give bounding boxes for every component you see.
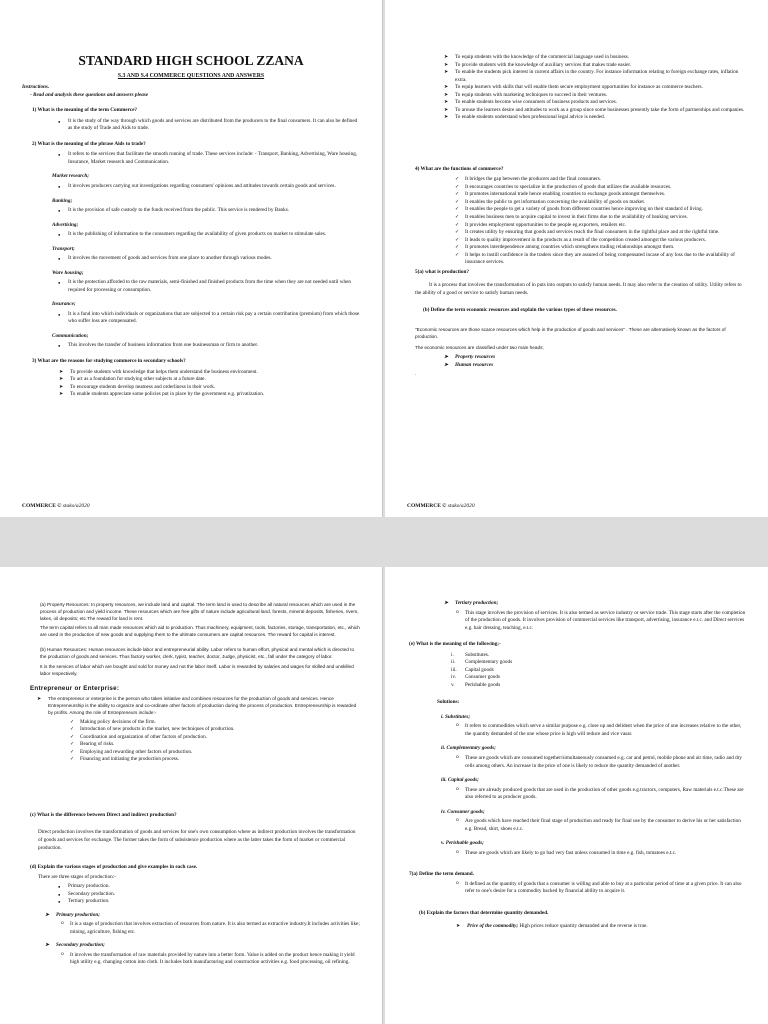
aid-text: ● It is the publishing of information to the consumers regarding the availability of given products on market to stimulate sales. [68,231,360,239]
aid-heading: Ware housing; [52,269,84,276]
functions-list [407,176,746,266]
page-footer: COMMERCE © stako/a2020 [22,503,90,509]
property-resources: (a) Property Resources: In property resources, we include land and capital. The term land is used to describe all natural resources which are used in the process of production and yield income. These resources which are free gifts of nature include agricultural land, forests, mineral deposits, fisheries, rivers, lakes, oil deposits; etc.The reward for land is rent. [40,602,359,621]
list-item: ✓ It enables the people to get a variety of goods from different countries hence improving on their standard of living. [465,206,746,214]
answer-5a: It is a process that involves the transformation of in puts into outputs to satisfy human needs. It may also refer to the creation of utility. Utility refers to the ability of a good or service to satisfy human needs. [415,282,742,296]
entrepreneur-text: ➤ The entrepreneur or enterprise is the person who takes initiative and combines resources for the production of goods and services. Hence Entrepreneurship is the ability to organize and co-ordinate other factors of production during the process of production. Entrepreneurship is rewarded by profits. Among the role of Entrepreneurs include:- [48,696,360,716]
answer-5b: "Economic resources are those scarce resources which help in the production of goods and services" . These are alternatively known as the factors of production. [415,326,726,339]
list-item: ➤ To enable students become wise consumers of business products and services. [455,99,746,107]
primary-text: o It is a stage of production that involves extraction of resources from nature. It is also termed as extractive industry.It includes activities like; mining, agriculture, fishing etc. [70,921,360,936]
aid-heading: Communication; [52,332,89,339]
aid-heading: Banking; [52,197,73,204]
secondary-text: o It involves the transformation of raw materials provided by nature into a better form. Value is added on the product hence making it yield high utility e.g. changing cotton into cloth. It includes both manufacturing and construction activities e.g. food processing, oil refining. [70,952,360,967]
list-item: ➤ Property resources [455,354,746,362]
aid-text: ● It involves producers carrying out investigations regarding consumers' opinions and attitudes towards certain goods and services. [68,183,360,191]
page-subtitle: S.3 AND S.4 COMMERCE QUESTIONS AND ANSWERS [117,72,265,79]
document-page-2 [385,0,768,517]
aids-to-trade-list [22,173,360,350]
list-number: v. [451,681,455,688]
list-item [451,681,746,690]
solution-text: o Are goods which have reached their final stage of production and ready for final use by the consumer to derive his or her satisfaction e.g. Bread, shirt, shoes e.t.c. [465,818,746,833]
aid-heading: Advertising; [52,221,79,228]
list-text: Perishable goods [465,681,501,688]
tertiary-text: o This stage involves the provision of services. It is also termed as service industry or service trade. This stage starts after the completion of the production of goods. It involves provision of commercial services like transport, advertising, insurance e.t.c. and Direct services e.g. hair dressing, teaching, e.t.c. [465,610,746,633]
list-item [451,674,746,682]
aid-list [22,183,360,191]
page-footer: COMMERCE © stako/a2020 [407,503,475,509]
list-item: ➤ To enable students appreciate some policies put in place by the government e.g. privatization. [70,391,360,399]
solution-heading: i. Substitutes; [441,713,471,720]
reasons-continued-list [407,54,746,122]
aid-list [22,311,360,326]
question-c: (c) What is the difference between Direct and indirect production? [30,811,177,818]
aid-text: ● It is the provision of safe custody to the funds received from the public. This service is rendered by Banks. [68,207,360,215]
list-item: ✓ It leads to quality improvement in the products as a result of the competition created amongst the various producers. [465,237,746,245]
list-number: ii. [451,659,456,666]
list-item: ✓ Bearing of risks. [80,741,360,749]
list-item: ✓ Making policy decisions of the firm. [80,719,360,727]
list-item: ➤ To equip students with the knowledge of the commercial language used in business. [455,54,746,62]
list-item: ● Primary production. [68,883,360,891]
solution-heading: iv. Consumer goods; [441,808,485,815]
document-page-4 [385,567,768,1024]
answer-c: Direct production involves the transformation of goods and services for one's own consumption where as indirect production involves the transformation of goods and services for exchange. The former takes the form of subsistence production where as the latter takes the form of market or commercial production. [38,829,356,851]
list-item: ✓ It enables business men to acquire capital to invest in their firms due to the availability of banking services. [465,214,746,222]
question-7a: 7(a) Define the term demand. [409,871,474,878]
solution-text: o These are already produced goods that are used in the production of other goods e.g.tractors, computers, Raw materials e.t.c.These are also referred to as producer goods. [465,787,746,802]
list-item: ➤ To encourage students develop neatness and orderliness in their work. [70,384,360,392]
list-item: ➤ To act as a foundation for studying other subjects at a future date. [70,376,360,384]
list-text: Substitutes. [465,651,490,658]
primary-heading: ➤ Primary production; [56,912,360,920]
aid-heading: Insurance; [52,301,76,308]
question-d: (d) Explain the various stages of production and give examples in each case. [30,864,198,871]
secondary-heading: ➤ Secondary production; [56,942,360,950]
question-4: 4) What are the functions of commerce? [415,165,504,172]
aid-text: ● It is a fund into which individuals or organizations that are subjected to a certain risk pay a certain contribution (premium) from which those who suffer loss are compensated. [68,311,360,326]
list-number: iv. [451,674,456,681]
page-title: STANDARD HIGH SCHOOL ZZANA [78,53,304,68]
question-5a: 5(a) what is production? [415,268,469,275]
list-item: ✓ Coordination and organization of other factors of production. [80,734,360,742]
aid-list [22,342,360,350]
aid-text: ● It is the protection afforded to the raw materials, semi-finished and finished products from the time when they are not needed until when required for processing or consumption. [68,279,360,294]
question-1: 1) What is the meaning of the term Commerce? [32,107,137,114]
list-item: ● Secondary production. [68,891,360,899]
list-item: ➤ To equip learners with skills that will enable them secure employment opportunities for instance as commerce teachers. [455,84,746,92]
list-item: ➤ To enable students understand when professional legal advice is needed. [455,114,746,122]
question-e: (e) What is the meaning of the following;- [409,641,501,648]
solution-heading: v. Perishable goods; [441,840,484,847]
instructions-text: - Read and analysis these questions and answers please [30,91,149,98]
entrepreneur-roles-list [22,719,360,764]
aid-text: ● It involves the movement of goods and services from one place to another through various modes. [68,255,360,263]
stages-list [22,883,360,906]
solutions-list [407,714,746,857]
list-text: Complementary goods [465,659,513,666]
solution-list [407,723,746,738]
aid-list [22,207,360,215]
entrepreneur-heading: Entrepreneur or Enterprise: [30,685,120,693]
list-item: ➤ To provide students with knowledge that helps them understand the business environment. [70,369,360,377]
list-item: ✓ It enables the public to get information concerning the availability of goods on market. [465,199,746,207]
aid-heading: Transport; [52,245,75,252]
factor-price: ➤ Price of the commodity; High prices reduce quantity demanded and the reverse is true. [467,923,746,931]
list-item: ➤ To provide students with the knowledge of auxiliary services that makes trade easier. [455,62,746,70]
document-page-1 [0,0,383,517]
list-text: Capital goods [465,666,494,673]
list-item: ✓ It provides employment opportunities to the people eg.exporters, retailers etc. [465,222,746,230]
terms-list [407,652,746,690]
list-item: ➤ To equip students with marketing techniques to succeed in their ventures. [455,92,746,100]
solution-text: o These are goods which are likely to go bad very fast unless consumed in time e.g. fish, tomatoes e.t.c. [465,850,746,858]
human-resources: (b) Human Resources: Human resources include labor and entrepreneurial ability. Labor refers to human effort, physical and mental which is directed to the production of goods and services. Thus factory worker, clerk, typist, teacher, doctor, Judge, physicist, etc., fall under the category of labor. [40,647,355,659]
list-item: ✓ It bridges the gap between the producers and the final consumers. [465,176,746,184]
solution-heading: iii. Capital goods; [441,777,479,784]
aid-list [22,279,360,294]
instructions-label: Instructions. [22,84,50,91]
answer-1: ● It is the study of the way through which goods and services are distributed from the producers to the final consumers. It can also be defined as the study of Trade and Aids to trade. [68,118,360,133]
list-number: i. [451,651,454,658]
list-item: ➤ To arouse the learners desire and attitudes to work as a group since some businesses presently take the form of partnerships and companies. [455,107,746,115]
solution-list [407,787,746,802]
answer-2: ● It refers to the services that facilitate the smooth running of trade. These services include: - Transport, Banking, Advertising, Ware housing, Insurance, Market research and Communication. [68,151,360,166]
aid-text: ● This involves the transfer of business information from one businessman or firm to another. [68,342,360,350]
question-3: 3) What are the reasons for studying commerce in secondary schools? [32,357,186,364]
solution-heading: ii. Complementary goods; [441,745,496,752]
list-item: ✓ It promotes international trade hence enabling countries to exchange goods amongst themselves. [465,191,746,199]
question-7b: (b) Explain the factors that determine quantity demanded. [419,909,549,916]
list-item: ✓ It encourages countries to specialize in the production of goods that utilizes the available resources. [465,184,746,192]
list-item: ➤ Human resources [455,362,746,370]
list-item [451,666,746,675]
solution-text: o It refers to commodities which serve a similar purpose e.g. close up and delident when the price of one increases relative to the other, the quantity demanded of the one whose price is high will reduce and vice vasar. [465,723,746,738]
list-text: Consumer goods [465,674,501,681]
classified-text: The economic resources are classified under two main heads; [415,345,544,351]
solution-list [407,850,746,858]
question-3-list [22,369,360,399]
aid-heading: Market research; [52,173,90,180]
aid-list [22,231,360,239]
stray-dot: . [415,371,417,377]
question-5b: (b) Define the term economic resources and explain the various types of these resources. [423,307,617,314]
question-2: 2) What is the meaning of the phrase Aids to trade? [32,140,146,147]
document-page-3 [0,567,383,1024]
solution-list [407,755,746,770]
list-item: ✓ It promotes interdependence among countries which strengthens trading relationships amongst them. [465,244,746,252]
solution-list [407,818,746,833]
list-item: ● Tertiary production. [68,898,360,906]
list-number: iii. [451,666,457,673]
list-item [451,659,746,667]
solutions-heading: Solutions: [437,699,460,706]
question-d-intro: There are three stages of production:- [38,873,116,880]
list-item: ➤ To enable the students pick interest in current affairs in the country. For instance information relating to foreign exchange rates, inflation extra. [455,69,746,84]
list-item: ✓ It helps to instill confidence in the traders since they are assured of being compensated incase of any loss due to the availability of insurance services. [465,252,746,267]
answer-7a: o It defined as the quantity of goods that a consumer is willing and able to buy at a particular period of time at a given price. It can also refer to one's desire for a commodity backed by financial ability to acquire it. [465,881,746,896]
list-item: ✓ Introduction of new products in the market, new techniques of production. [80,726,360,734]
aid-list [22,255,360,263]
list-item [451,651,746,660]
human-resources-2: It is the services of labor which are bought and sold for money and not the labor itself. Labor is rewarded by salaries and wages for skilled and unskilled labor respectively. [40,663,354,676]
list-item: ✓ It creates utility by ensuring that goods and services reach the final consumers in the rightful place and at the rightful time. [465,229,746,237]
list-item: ✓ Employing and rewarding other factors of production. [80,749,360,757]
resource-heads-list [407,354,746,369]
capital-resources: The term capital refers to all man made resources which aid to production. Thus machinery, equipment, tools, factories, storage, transportation, etc., which are used in the production of new goods and supplying them to the ultimate consumers are capital resources. The reward for capital is interest. [40,625,360,638]
solution-text: o These are goods which are consumed together/simultaneously consumed e.g. car and petrol, mobile phone and air time, radio and dry cells among others. An increase in the price of one is likely to reduce the quantity demanded of another. [465,755,746,770]
list-item: ✓ Financing and initiating the production process. [80,756,360,764]
tertiary-heading: ➤ Tertiary production; [455,600,746,608]
